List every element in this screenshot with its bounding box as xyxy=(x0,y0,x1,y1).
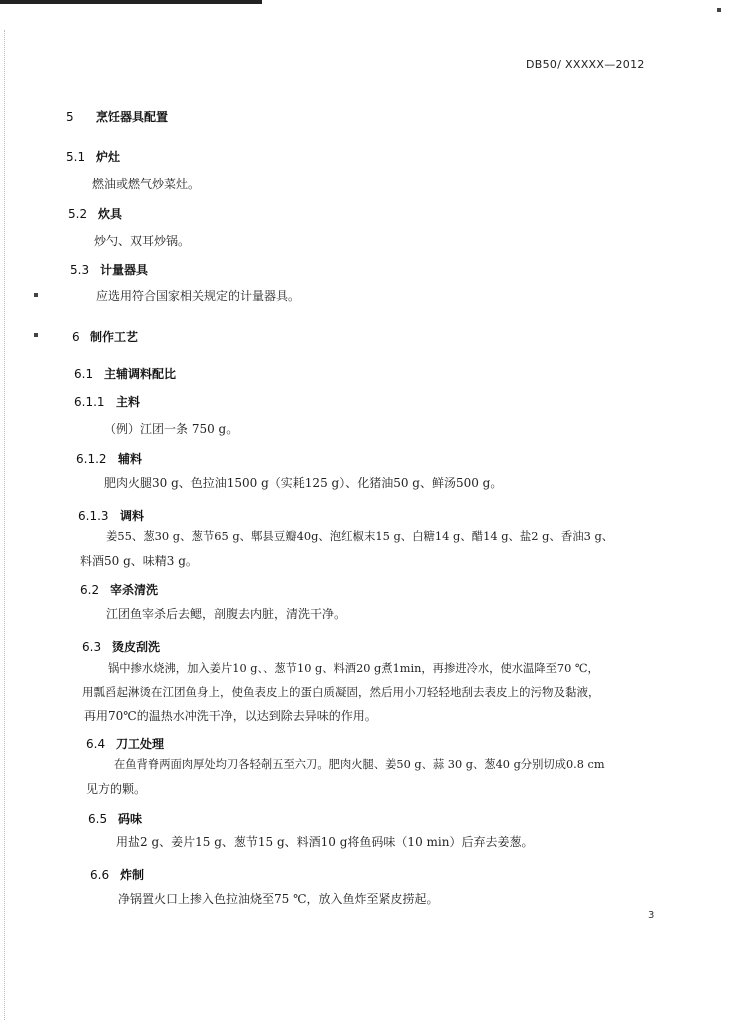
section-title: 宰杀清洗 xyxy=(110,583,159,597)
section-number: 6.3 xyxy=(82,640,102,654)
scan-speck xyxy=(34,333,38,337)
paragraph-line: 在鱼背脊两面肉厚处均刀各轻剞五至六刀。肥肉火腿、姜50 g、蒜 30 g、葱40 g分别切成0.8 cm xyxy=(114,758,605,771)
section-title: 主料 xyxy=(116,395,141,409)
section-title: 炊具 xyxy=(98,207,123,221)
section-number: 6.1.2 xyxy=(76,452,107,466)
section-number: 6.6 xyxy=(90,868,110,882)
section-number: 6.1 xyxy=(74,367,94,381)
subsection-heading xyxy=(82,638,160,655)
paragraph-line: 姜55、葱30 g、葱节65 g、郫县豆瓣40g、泡红椒末15 g、白糖14 g、醋14 g、盐2 g、香油3 g、 xyxy=(106,529,614,543)
subsection-heading xyxy=(68,205,122,222)
section-number: 6.2 xyxy=(80,583,100,597)
subsection-heading xyxy=(78,507,144,524)
paragraph: 炒勺、双耳炒锅。 xyxy=(94,234,191,248)
section-heading xyxy=(66,108,168,125)
section-number: 5.1 xyxy=(66,150,86,164)
section-title: 辅料 xyxy=(118,452,143,466)
section-title: 主辅调料配比 xyxy=(104,367,177,381)
section-title: 炉灶 xyxy=(96,150,121,164)
subsection-heading xyxy=(74,365,176,382)
scan-edge-mark xyxy=(0,0,262,4)
section-number: 5.2 xyxy=(68,207,88,221)
subsection-heading xyxy=(66,148,120,165)
section-number: 5 xyxy=(66,110,74,124)
subsection-heading xyxy=(70,261,148,278)
scan-speck xyxy=(34,293,38,297)
subsection-heading xyxy=(88,810,142,827)
section-number: 6.4 xyxy=(86,737,106,751)
paragraph-line: 用瓢舀起淋烫在江团鱼身上，使鱼表皮上的蛋白质凝固，然后用小刀轻轻地刮去表皮上的污物及黏液， xyxy=(82,685,600,699)
subsection-heading xyxy=(86,735,164,752)
section-number: 6 xyxy=(72,330,80,344)
paragraph-line: 见方的颗。 xyxy=(86,782,147,796)
subsection-heading xyxy=(74,393,140,410)
paragraph: 肥肉火腿30 g、色拉油1500 g（实耗125 g）、化猪油50 g、鲜汤500 g。 xyxy=(104,476,503,490)
paragraph: （例）江团一条 750 g。 xyxy=(104,422,239,436)
subsection-heading xyxy=(90,866,144,883)
section-heading xyxy=(72,328,138,345)
section-number: 6.5 xyxy=(88,812,108,826)
paragraph-line: 料酒50 g、味精3 g。 xyxy=(80,554,198,568)
section-title: 计量器具 xyxy=(100,263,149,277)
subsection-heading xyxy=(76,450,142,467)
paragraph: 燃油或燃气炒菜灶。 xyxy=(92,177,201,191)
paragraph-line: 再用70℃的温热水冲洗干净，以达到除去异味的作用。 xyxy=(84,709,377,723)
section-title: 烫皮刮洗 xyxy=(112,640,161,654)
subsection-heading xyxy=(80,581,158,598)
document-code: DB50/ XXXXX—2012 xyxy=(526,58,645,71)
section-title: 调料 xyxy=(120,509,145,523)
scan-left-margin xyxy=(4,30,7,1020)
section-title: 码味 xyxy=(118,812,143,826)
section-number: 6.1.3 xyxy=(78,509,109,523)
paragraph: 净锅置火口上掺入色拉油烧至75 ℃，放入鱼炸至紧皮捞起。 xyxy=(118,892,439,906)
section-title: 刀工处理 xyxy=(116,737,165,751)
section-number: 5.3 xyxy=(70,263,90,277)
scan-speck xyxy=(717,8,721,12)
paragraph-line: 锅中掺水烧沸，加入姜片10 g、、葱节10 g、料酒20 g煮1min，再掺进冷水，使水温降至70 ℃， xyxy=(108,662,599,675)
paragraph: 用盐2 g、姜片15 g、葱节15 g、料酒10 g将鱼码味（10 min）后弃去姜葱。 xyxy=(116,835,534,849)
paragraph: 应选用符合国家相关规定的计量器具。 xyxy=(96,289,301,303)
section-number: 6.1.1 xyxy=(74,395,105,409)
section-title: 烹饪器具配置 xyxy=(96,110,169,124)
paragraph: 江团鱼宰杀后去鳃，剖腹去内脏，清洗干净。 xyxy=(106,607,347,621)
page-number: 3 xyxy=(648,910,655,921)
section-title: 炸制 xyxy=(120,868,145,882)
section-title: 制作工艺 xyxy=(90,330,139,344)
